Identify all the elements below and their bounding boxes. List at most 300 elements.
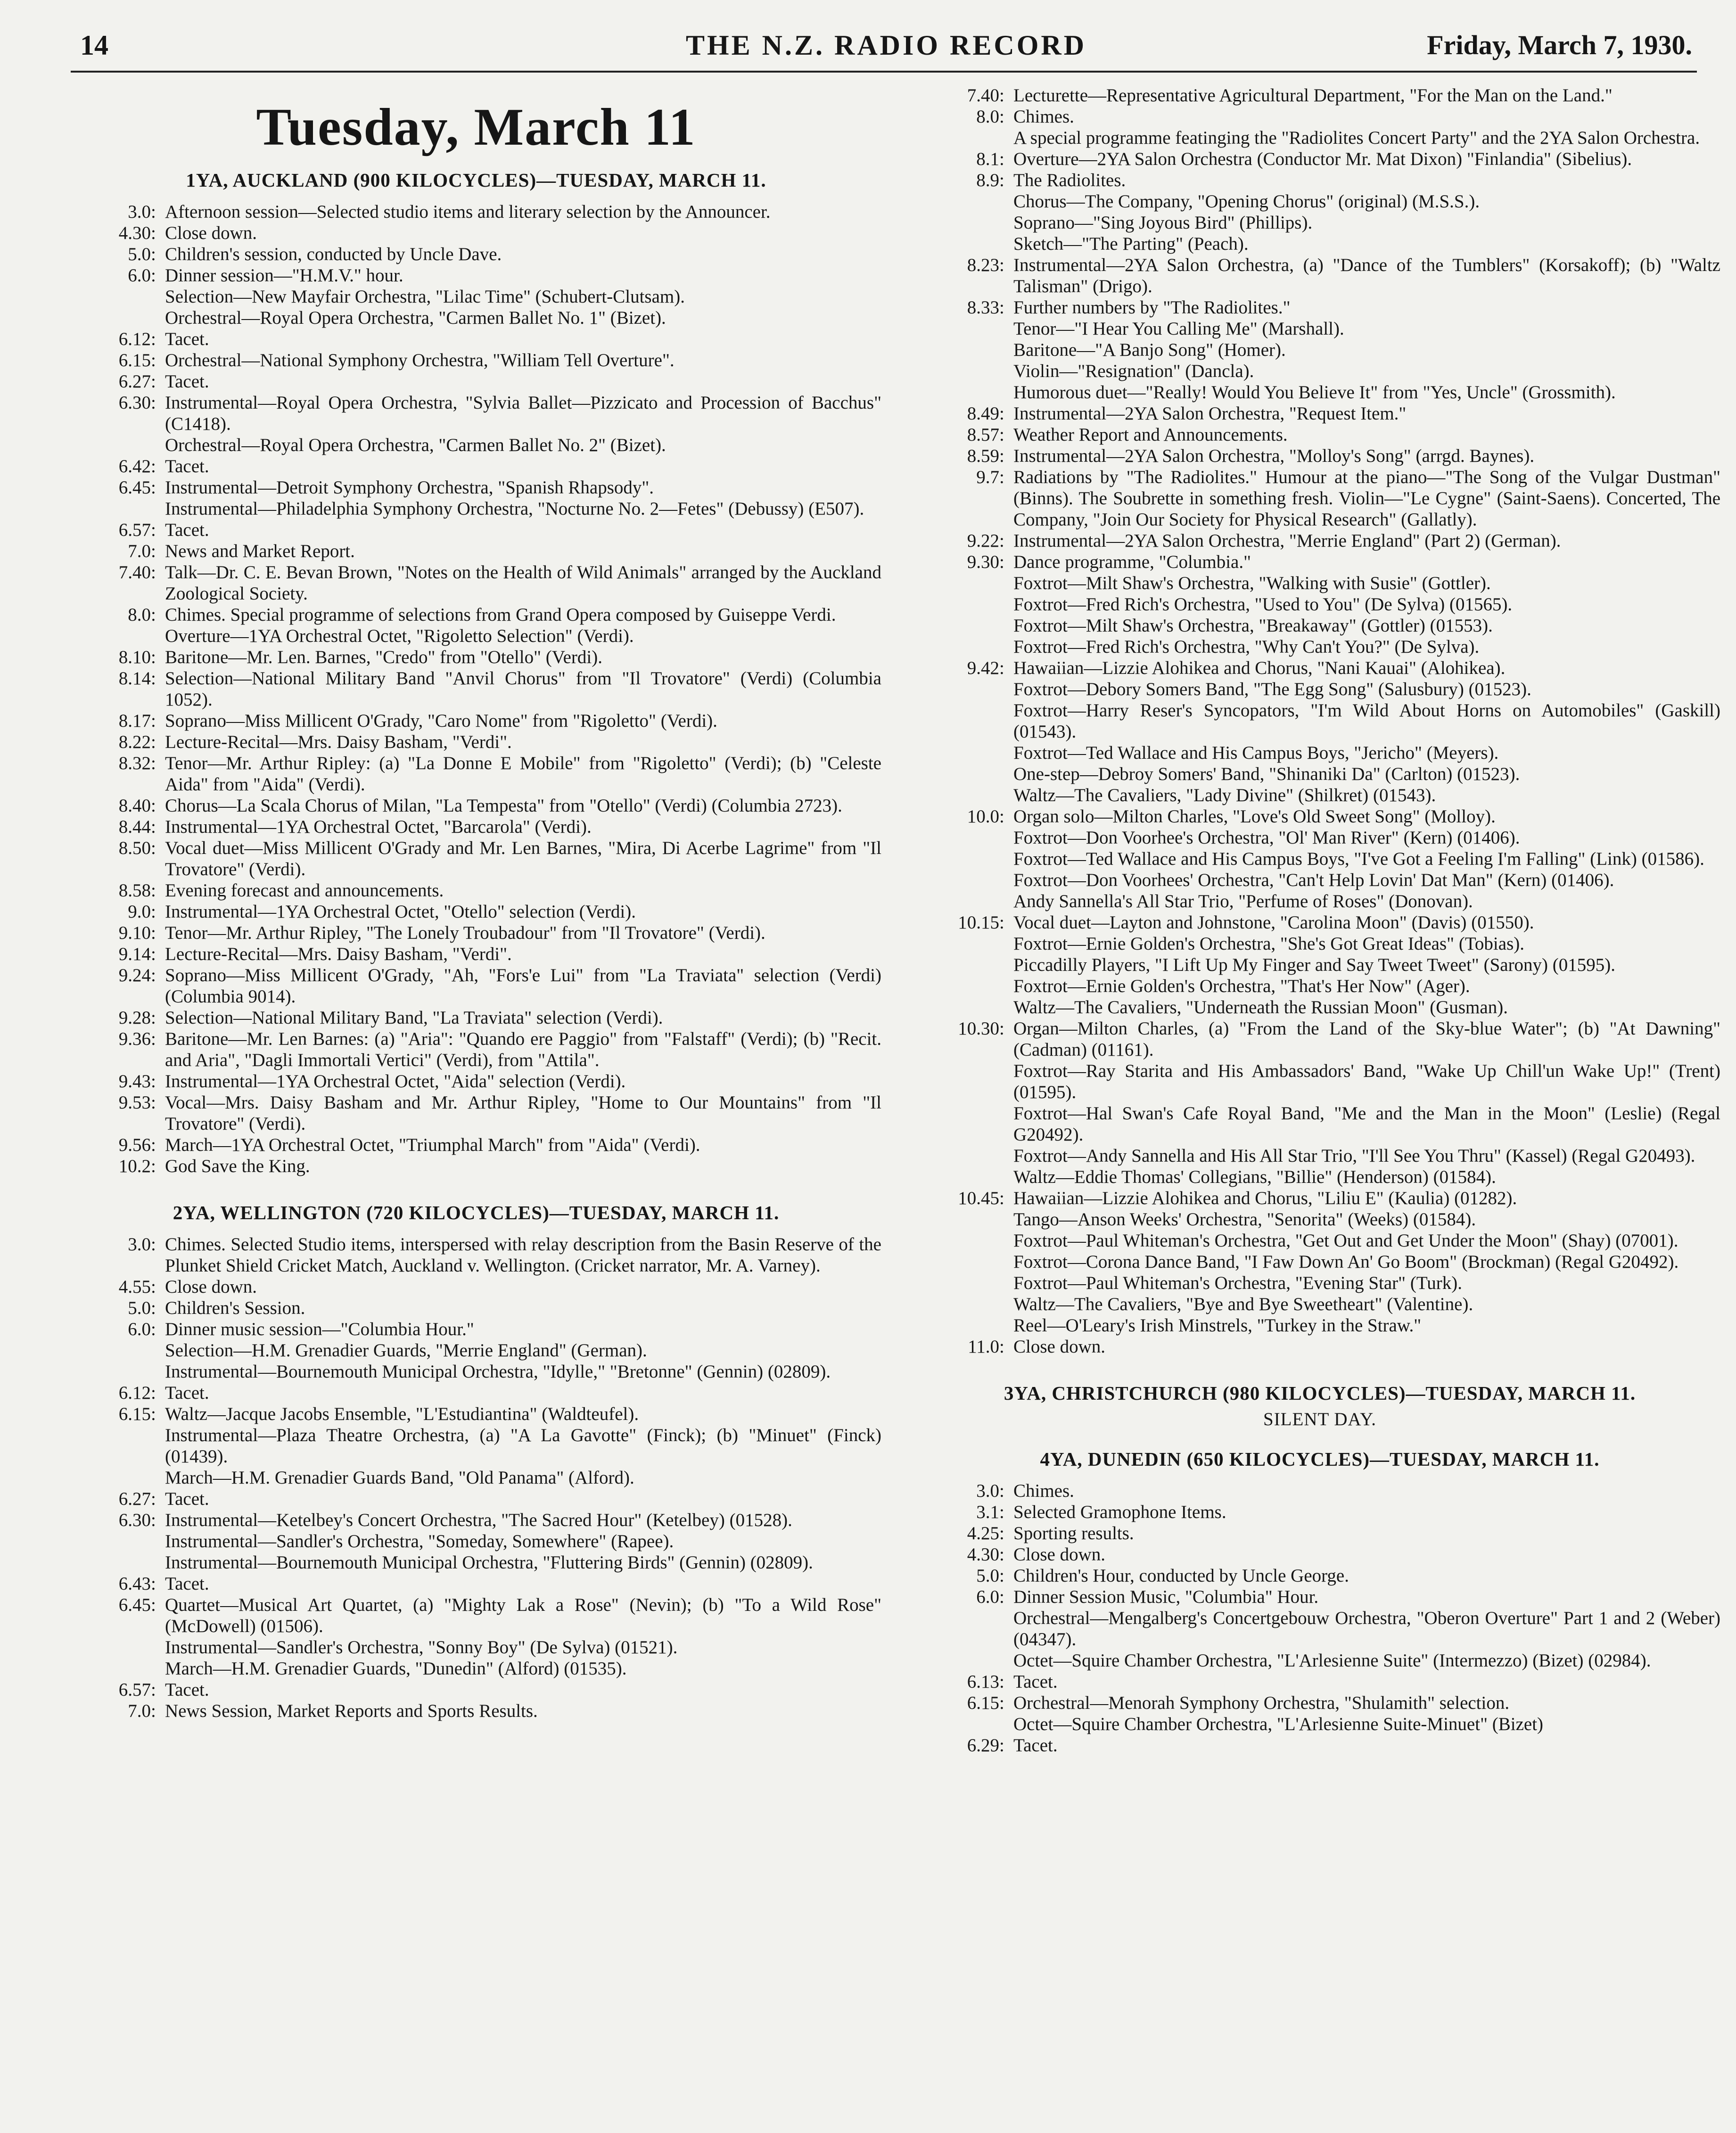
schedule-entry <box>919 424 1720 445</box>
entry-text: Tenor—Mr. Arthur Ripley: (a) "La Donne E Mobile" from "Rigoletto" (Verdi); (b) "Celeste Aida" from "Aida" (Verdi). <box>165 753 881 795</box>
schedule-entry <box>919 1501 1720 1523</box>
entry-text: Waltz—The Cavaliers, "Underneath the Russian Moon" (Gusman). <box>1013 997 1508 1017</box>
schedule-entry <box>71 1531 881 1552</box>
schedule-entry <box>919 1315 1720 1336</box>
time-separator: : <box>151 1404 156 1424</box>
schedule-entry <box>919 1336 1720 1357</box>
entry-text: Tenor—Mr. Arthur Ripley, "The Lonely Troubadour" from "Il Trovatore" (Verdi). <box>165 923 765 943</box>
schedule-entry <box>71 1092 881 1134</box>
entry-text: Lecturette—Representative Agricultural Department, "For the Man on the Land." <box>1013 85 1613 106</box>
time-separator: : <box>999 1502 1004 1522</box>
schedule-entry <box>919 594 1720 615</box>
issue-date: Friday, March 7, 1930. <box>1427 30 1692 60</box>
schedule-entry <box>919 891 1720 912</box>
entry-time: 9.14 <box>118 944 151 964</box>
entry-text: News Session, Market Reports and Sports Results. <box>165 1701 538 1721</box>
schedule-entry <box>71 392 881 435</box>
entry-time: 6.27 <box>118 371 151 392</box>
entry-time: 6.57 <box>118 1680 151 1700</box>
entry-text: March—H.M. Grenadier Guards, "Dunedin" (Alford) (01535). <box>165 1658 627 1679</box>
time-separator: : <box>999 531 1004 551</box>
entry-text: Foxtrot—Ernie Golden's Orchestra, "She's Got Great Ideas" (Tobias). <box>1013 934 1524 954</box>
schedule-entry <box>71 625 881 647</box>
time-separator: : <box>151 817 156 837</box>
schedule-entry <box>919 1714 1720 1735</box>
time-separator: : <box>151 923 156 943</box>
entry-text: Dinner Session Music, "Columbia" Hour. <box>1013 1587 1319 1607</box>
schedule-entry <box>919 1544 1720 1565</box>
time-separator: : <box>151 244 156 264</box>
schedule-entry <box>71 265 881 286</box>
time-separator: : <box>999 255 1004 275</box>
entry-time: 8.57 <box>967 425 999 445</box>
entry-text: Chorus—The Company, "Opening Chorus" (original) (M.S.S.). <box>1013 191 1480 212</box>
schedule-entry <box>919 1103 1720 1145</box>
entry-time: 6.45 <box>118 477 151 498</box>
schedule-entry <box>71 222 881 244</box>
schedule-entry <box>919 1272 1720 1294</box>
schedule-entry <box>71 1007 881 1028</box>
schedule-entry <box>919 1608 1720 1650</box>
entry-time: 9.30 <box>967 552 999 572</box>
schedule-entry <box>71 901 881 922</box>
entry-text: Close down. <box>1013 1544 1105 1565</box>
page-number: 14 <box>80 30 108 61</box>
schedule-entry <box>919 254 1720 297</box>
time-separator: : <box>999 1018 1004 1039</box>
schedule-1ya <box>71 201 881 1177</box>
entry-time: 6.0 <box>128 265 151 286</box>
entry-text: Vocal—Mrs. Daisy Basham and Mr. Arthur Ripley, "Home to Our Mountains" from "Il Trovatore" (Verdi). <box>165 1092 881 1134</box>
entry-time: 3.0 <box>128 1234 151 1255</box>
entry-text: Soprano—Miss Millicent O'Grady, "Ah, "Fors'e Lui" from "La Traviata" selection (Verdi) (Columbia 9014). <box>165 965 881 1007</box>
entry-text: Tacet. <box>1013 1735 1058 1756</box>
entry-text: Tacet. <box>165 371 209 392</box>
entry-time: 9.24 <box>118 965 151 985</box>
entry-text: Octet—Squire Chamber Orchestra, "L'Arlesienne Suite" (Intermezzo) (Bizet) (02984). <box>1013 1650 1651 1671</box>
entry-text: Foxtrot—Ray Starita and His Ambassadors' Band, "Wake Up Chill'un Wake Up!" (Trent) (01595). <box>1013 1061 1720 1102</box>
entry-text: Overture—2YA Salon Orchestra (Conductor Mr. Mat Dixon) "Finlandia" (Sibelius). <box>1013 149 1632 169</box>
entry-text: Foxtrot—Ted Wallace and His Campus Boys, "Jericho" (Meyers). <box>1013 743 1499 763</box>
entry-time: 6.45 <box>118 1595 151 1615</box>
time-separator: : <box>999 107 1004 127</box>
entry-text: Tango—Anson Weeks' Orchestra, "Senorita" (Weeks) (01584). <box>1013 1209 1476 1230</box>
time-separator: : <box>151 902 156 922</box>
time-separator: : <box>151 1135 156 1155</box>
entry-time: 5.0 <box>976 1566 999 1586</box>
station-heading-1ya: 1YA, AUCKLAND (900 KILOCYCLES)—TUESDAY, MARCH 11. <box>186 169 766 191</box>
entry-text: Instrumental—Bournemouth Municipal Orchestra, "Fluttering Birds" (Gennin) (02809). <box>165 1552 813 1573</box>
schedule-entry <box>71 1573 881 1594</box>
entry-time: 9.22 <box>967 531 999 551</box>
time-separator: : <box>151 477 156 498</box>
entry-text: Close down. <box>1013 1337 1105 1357</box>
schedule-entry <box>71 1510 881 1531</box>
entry-text: Tacet. <box>165 1383 209 1403</box>
entry-text: Close down. <box>165 1277 257 1297</box>
entry-time: 6.15 <box>967 1693 999 1713</box>
entry-text: Chimes. Special programme of selections from Grand Opera composed by Guiseppe Verdi. <box>165 605 836 625</box>
entry-text: Instrumental—2YA Salon Orchestra, (a) "Dance of the Tumblers" (Korsakoff); (b) "Waltz Talisman" (Drigo). <box>1013 255 1720 296</box>
entry-text: Foxtrot—Ernie Golden's Orchestra, "That's Her Now" (Ager). <box>1013 976 1470 996</box>
schedule-entry <box>919 212 1720 233</box>
schedule-entry <box>71 1658 881 1679</box>
schedule-entry <box>919 615 1720 636</box>
schedule-entry <box>71 1488 881 1510</box>
time-separator: : <box>151 880 156 901</box>
entry-time: 9.43 <box>118 1071 151 1091</box>
entry-time: 6.0 <box>128 1319 151 1339</box>
schedule-entry <box>919 1565 1720 1586</box>
entry-text: Hawaiian—Lizzie Alohikea and Chorus, "Nani Kauai" (Alohikea). <box>1013 658 1506 678</box>
entry-time: 8.9 <box>976 170 999 190</box>
schedule-entry <box>919 1480 1720 1501</box>
schedule-entry <box>919 1188 1720 1209</box>
entry-time: 3.0 <box>976 1481 999 1501</box>
time-separator: : <box>999 403 1004 424</box>
entry-text: Sketch—"The Parting" (Peach). <box>1013 234 1249 254</box>
entry-time: 9.10 <box>118 923 151 943</box>
entry-text: Instrumental—1YA Orchestral Octet, "Barcarola" (Verdi). <box>165 817 592 837</box>
schedule-entry <box>919 933 1720 954</box>
schedule-entry <box>71 1637 881 1658</box>
entry-text: Dinner music session—"Columbia Hour." <box>165 1319 474 1339</box>
schedule-entry <box>71 350 881 371</box>
schedule-entry <box>71 922 881 943</box>
entry-text: Tacet. <box>165 520 209 540</box>
entry-time: 6.15 <box>118 1404 151 1424</box>
time-separator: : <box>151 1595 156 1615</box>
entry-time: 4.30 <box>118 223 151 243</box>
entry-text: Instrumental—1YA Orchestral Octet, "Otello" selection (Verdi). <box>165 902 636 922</box>
schedule-entry <box>71 710 881 731</box>
entry-time: 5.0 <box>128 244 151 264</box>
entry-time: 7.40 <box>118 562 151 582</box>
schedule-entry <box>919 1294 1720 1315</box>
entry-time: 6.30 <box>118 393 151 413</box>
schedule-entry <box>71 1403 881 1425</box>
schedule-entry <box>919 827 1720 848</box>
schedule-entry <box>919 763 1720 785</box>
entry-time: 9.42 <box>967 658 999 678</box>
time-separator: : <box>999 658 1004 678</box>
schedule-entry <box>71 731 881 753</box>
entry-text: Orchestral—National Symphony Orchestra, "William Tell Overture". <box>165 350 675 370</box>
schedule-entry <box>919 85 1720 106</box>
schedule-entry <box>71 435 881 456</box>
schedule-entry <box>71 943 881 965</box>
schedule-entry <box>919 382 1720 403</box>
entry-time: 8.23 <box>967 255 999 275</box>
entry-text: God Save the King. <box>165 1156 310 1176</box>
time-separator: : <box>999 1337 1004 1357</box>
entry-text: Waltz—Eddie Thomas' Collegians, "Billie" (Henderson) (01584). <box>1013 1167 1496 1187</box>
entry-text: Talk—Dr. C. E. Bevan Brown, "Notes on the Health of Wild Animals" arranged by the Auckland Zoological Society. <box>165 562 881 604</box>
entry-text: Selection—National Military Band, "La Traviata" selection (Verdi). <box>165 1008 663 1028</box>
entry-text: Quartet—Musical Art Quartet, (a) "Mighty Lak a Rose" (Nevin); (b) "To a Wild Rose" (McDowell) (01506). <box>165 1595 881 1636</box>
time-separator: : <box>151 1234 156 1255</box>
schedule-entry <box>919 551 1720 573</box>
time-separator: : <box>999 1672 1004 1692</box>
entry-time: 6.42 <box>118 456 151 476</box>
entry-text: Orchestral—Menorah Symphony Orchestra, "Shulamith" selection. <box>1013 1693 1510 1713</box>
schedule-entry <box>71 328 881 350</box>
entry-text: Foxtrot—Fred Rich's Orchestra, "Why Can't You?" (De Sylva). <box>1013 637 1480 657</box>
entry-time: 6.13 <box>967 1672 999 1692</box>
entry-time: 8.58 <box>118 880 151 901</box>
schedule-entry <box>919 806 1720 827</box>
entry-text: Chorus—La Scala Chorus of Milan, "La Tempesta" from "Otello" (Verdi) (Columbia 2723). <box>165 796 842 816</box>
time-separator: : <box>151 1574 156 1594</box>
schedule-entry <box>919 467 1720 530</box>
entry-time: 6.29 <box>967 1735 999 1756</box>
time-separator: : <box>999 1735 1004 1756</box>
schedule-entry <box>71 1134 881 1156</box>
schedule-entry <box>71 668 881 710</box>
entry-text: Violin—"Resignation" (Dancla). <box>1013 361 1254 381</box>
entry-time: 8.0 <box>128 605 151 625</box>
time-separator: : <box>151 1383 156 1403</box>
time-separator: : <box>999 1566 1004 1586</box>
schedule-entry <box>71 795 881 816</box>
schedule-entry <box>71 477 881 498</box>
entry-text: Tacet. <box>1013 1672 1058 1692</box>
entry-text: News and Market Report. <box>165 541 355 561</box>
schedule-entry <box>71 1425 881 1467</box>
entry-time: 8.50 <box>118 838 151 858</box>
schedule-entry <box>919 848 1720 870</box>
entry-time: 8.33 <box>967 297 999 318</box>
time-separator: : <box>999 1544 1004 1565</box>
entry-text: Organ solo—Milton Charles, "Love's Old Sweet Song" (Molloy). <box>1013 806 1496 827</box>
schedule-entry <box>919 1166 1720 1188</box>
entry-time: 9.28 <box>118 1008 151 1028</box>
entry-time: 10.45 <box>958 1188 999 1208</box>
schedule-entry <box>71 498 881 519</box>
schedule-entry <box>71 965 881 1007</box>
entry-text: Selection—New Mayfair Orchestra, "Lilac Time" (Schubert-Clutsam). <box>165 287 685 307</box>
entry-text: Foxtrot—Ted Wallace and His Campus Boys, "I've Got a Feeling I'm Falling" (Link) (01586). <box>1013 849 1704 869</box>
time-separator: : <box>151 838 156 858</box>
time-separator: : <box>151 350 156 370</box>
entry-text: Foxtrot—Paul Whiteman's Orchestra, "Evening Star" (Turk). <box>1013 1273 1462 1293</box>
entry-text: The Radiolites. <box>1013 170 1126 190</box>
time-separator: : <box>999 297 1004 318</box>
entry-text: Octet—Squire Chamber Orchestra, "L'Arlesienne Suite-Minuet" (Bizet) <box>1013 1714 1544 1734</box>
schedule-entry <box>71 1340 881 1361</box>
schedule-entry <box>71 456 881 477</box>
entry-text: Overture—1YA Orchestral Octet, "Rigoletto Selection" (Verdi). <box>165 626 634 646</box>
entry-text: Foxtrot—Milt Shaw's Orchestra, "Walking with Susie" (Gottler). <box>1013 573 1491 593</box>
schedule-entry <box>919 636 1720 657</box>
time-separator: : <box>999 446 1004 466</box>
schedule-entry <box>919 403 1720 424</box>
time-separator: : <box>151 605 156 625</box>
station-heading-2ya: 2YA, WELLINGTON (720 KILOCYCLES)—TUESDAY, MARCH 11. <box>173 1202 780 1223</box>
time-separator: : <box>151 393 156 413</box>
schedule-entry <box>71 519 881 541</box>
entry-time: 8.32 <box>118 753 151 773</box>
schedule-entry <box>919 1586 1720 1608</box>
time-separator: : <box>999 425 1004 445</box>
time-separator: : <box>151 541 156 561</box>
entry-text: Instrumental—Ketelbey's Concert Orchestra, "The Sacred Hour" (Ketelbey) (01528). <box>165 1510 792 1530</box>
entry-text: Waltz—The Cavaliers, "Lady Divine" (Shilkret) (01543). <box>1013 785 1436 805</box>
schedule-entry <box>919 1230 1720 1251</box>
schedule-entry <box>919 1523 1720 1544</box>
entry-text: Foxtrot—Hal Swan's Cafe Royal Band, "Me and the Man in the Moon" (Leslie) (Regal G20492). <box>1013 1103 1720 1145</box>
entry-time: 8.10 <box>118 647 151 667</box>
entry-text: Foxtrot—Milt Shaw's Orchestra, "Breakaway" (Gottler) (01553). <box>1013 615 1493 636</box>
entry-time: 4.30 <box>967 1544 999 1565</box>
entry-text: Close down. <box>165 223 257 243</box>
entry-text: Orchestral—Mengalberg's Concertgebouw Orchestra, "Oberon Overture" Part 1 and 2 (Weber) (04347). <box>1013 1608 1720 1649</box>
time-separator: : <box>999 912 1004 933</box>
station-heading-4ya: 4YA, DUNEDIN (650 KILOCYCLES)—TUESDAY, MARCH 11. <box>1040 1448 1600 1470</box>
schedule-2ya-continued <box>919 85 1720 1357</box>
time-separator: : <box>999 552 1004 572</box>
schedule-4ya <box>919 1480 1720 1756</box>
schedule-entry <box>71 1382 881 1403</box>
entry-text: Instrumental—2YA Salon Orchestra, "Molloy's Song" (arrgd. Baynes). <box>1013 446 1535 466</box>
entry-time: 6.12 <box>118 1383 151 1403</box>
entry-time: 8.1 <box>976 149 999 169</box>
time-separator: : <box>151 1510 156 1530</box>
entry-time: 10.15 <box>958 912 999 933</box>
schedule-entry <box>71 1594 881 1637</box>
schedule-entry <box>919 530 1720 551</box>
entry-time: 6.30 <box>118 1510 151 1530</box>
entry-text: Foxtrot—Paul Whiteman's Orchestra, "Get Out and Get Under the Moon" (Shay) (07001). <box>1013 1231 1678 1251</box>
schedule-entry <box>919 1060 1720 1103</box>
entry-text: Children's Hour, conducted by Uncle George. <box>1013 1566 1349 1586</box>
left-column <box>71 85 881 1722</box>
entry-time: 9.56 <box>118 1135 151 1155</box>
entry-time: 10.0 <box>967 806 999 827</box>
entry-text: Waltz—Jacque Jacobs Ensemble, "L'Estudiantina" (Waldteufel). <box>165 1404 639 1424</box>
schedule-entry <box>919 1018 1720 1060</box>
time-separator: : <box>151 329 156 349</box>
schedule-entry <box>71 541 881 562</box>
time-separator: : <box>151 944 156 964</box>
schedule-entry <box>919 233 1720 254</box>
time-separator: : <box>151 202 156 222</box>
entry-text: Further numbers by "The Radiolites." <box>1013 297 1291 318</box>
entry-text: Baritone—Mr. Len Barnes: (a) "Aria": "Quando ere Paggio" from "Falstaff" (Verdi); (b) "Recit. and Aria", "Dagli Immortali Vertici" (Verdi), from "Attila". <box>165 1029 881 1070</box>
entry-text: Orchestral—Royal Opera Orchestra, "Carmen Ballet No. 2" (Bizet). <box>165 435 666 455</box>
entry-time: 8.0 <box>976 107 999 127</box>
entry-time: 9.0 <box>128 902 151 922</box>
schedule-entry <box>919 976 1720 997</box>
time-separator: : <box>151 796 156 816</box>
schedule-entry <box>919 954 1720 976</box>
time-separator: : <box>999 467 1004 487</box>
day-title: Tuesday, March 11 <box>256 98 696 156</box>
schedule-entry <box>919 912 1720 933</box>
entry-text: Tenor—"I Hear You Calling Me" (Marshall). <box>1013 319 1344 339</box>
entry-time: 10.2 <box>118 1156 151 1176</box>
entry-text: Andy Sannella's All Star Trio, "Perfume of Roses" (Donovan). <box>1013 891 1473 911</box>
entry-text: Vocal duet—Miss Millicent O'Grady and Mr. Len Barnes, "Mira, Di Acerbe Lagrime" from "Il Trovatore" (Verdi). <box>165 838 881 879</box>
time-separator: : <box>999 170 1004 190</box>
schedule-entry <box>71 562 881 604</box>
time-separator: : <box>151 223 156 243</box>
time-separator: : <box>151 647 156 667</box>
time-separator: : <box>999 149 1004 169</box>
schedule-entry <box>919 191 1720 212</box>
entry-time: 6.27 <box>118 1489 151 1509</box>
time-separator: : <box>151 1701 156 1721</box>
entry-text: A special programme featinging the "Radiolites Concert Party" and the 2YA Salon Orchestra. <box>1013 128 1700 148</box>
schedule-entry <box>919 785 1720 806</box>
entry-text: Reel—O'Leary's Irish Minstrels, "Turkey in the Straw." <box>1013 1315 1422 1336</box>
schedule-2ya <box>71 1234 881 1722</box>
schedule-entry <box>71 1319 881 1340</box>
entry-text: Weather Report and Announcements. <box>1013 425 1288 445</box>
schedule-entry <box>71 244 881 265</box>
entry-text: Waltz—The Cavaliers, "Bye and Bye Sweetheart" (Valentine). <box>1013 1294 1473 1314</box>
schedule-entry <box>71 1361 881 1382</box>
entry-time: 3.0 <box>128 202 151 222</box>
time-separator: : <box>999 85 1004 106</box>
entry-text: Selection—National Military Band "Anvil Chorus" from "Il Trovatore" (Verdi) (Columbia 1052). <box>165 668 881 710</box>
schedule-entry <box>919 1209 1720 1230</box>
entry-text: Baritone—Mr. Len. Barnes, "Credo" from "Otello" (Verdi). <box>165 647 602 667</box>
right-column <box>919 85 1720 1756</box>
schedule-entry <box>919 170 1720 191</box>
entry-text: Foxtrot—Harry Reser's Syncopators, "I'm Wild About Horns on Automobiles" (Gaskill) (01543). <box>1013 700 1720 742</box>
schedule-entry <box>71 880 881 901</box>
publication-title: THE N.Z. RADIO RECORD <box>685 30 1087 61</box>
time-separator: : <box>151 1489 156 1509</box>
entry-time: 8.40 <box>118 796 151 816</box>
schedule-entry <box>919 318 1720 339</box>
entry-time: 7.0 <box>128 541 151 561</box>
entry-text: Foxtrot—Debory Somers Band, "The Egg Song" (Salusbury) (01523). <box>1013 679 1531 699</box>
station-heading-3ya: 3YA, CHRISTCHURCH (980 KILOCYCLES)—TUESDAY, MARCH 11. <box>1004 1382 1636 1404</box>
time-separator: : <box>999 1587 1004 1607</box>
time-separator: : <box>151 1277 156 1297</box>
entry-text: Tacet. <box>165 329 209 349</box>
silent-day-note: SILENT DAY. <box>1263 1409 1376 1429</box>
schedule-entry <box>71 1234 881 1276</box>
schedule-entry <box>919 339 1720 361</box>
schedule-entry <box>71 1467 881 1488</box>
schedule-entry <box>919 679 1720 700</box>
entry-text: Instrumental—Sandler's Orchestra, "Someday, Somewhere" (Rapee). <box>165 1531 674 1551</box>
schedule-entry <box>919 700 1720 742</box>
schedule-entry <box>71 201 881 222</box>
entry-time: 6.43 <box>118 1574 151 1594</box>
entry-text: Selection—H.M. Grenadier Guards, "Merrie England" (German). <box>165 1340 647 1361</box>
time-separator: : <box>151 1319 156 1339</box>
schedule-entry <box>71 1679 881 1700</box>
schedule-entry <box>919 106 1720 127</box>
schedule-entry <box>919 1735 1720 1756</box>
entry-text: Children's session, conducted by Uncle Dave. <box>165 244 502 264</box>
entry-text: One-step—Debroy Somers' Band, "Shinaniki Da" (Carlton) (01523). <box>1013 764 1520 784</box>
schedule-entry <box>919 445 1720 467</box>
entry-time: 8.44 <box>118 817 151 837</box>
schedule-entry <box>919 573 1720 594</box>
entry-text: Instrumental—2YA Salon Orchestra, "Request Item." <box>1013 403 1407 424</box>
entry-text: Instrumental—1YA Orchestral Octet, "Aida" selection (Verdi). <box>165 1071 626 1091</box>
entry-text: March—1YA Orchestral Octet, "Triumphal March" from "Aida" (Verdi). <box>165 1135 700 1155</box>
time-separator: : <box>151 753 156 773</box>
entry-time: 8.22 <box>118 732 151 752</box>
entry-text: Afternoon session—Selected studio items and literary selection by the Announcer. <box>165 202 771 222</box>
schedule-entry <box>71 1297 881 1319</box>
